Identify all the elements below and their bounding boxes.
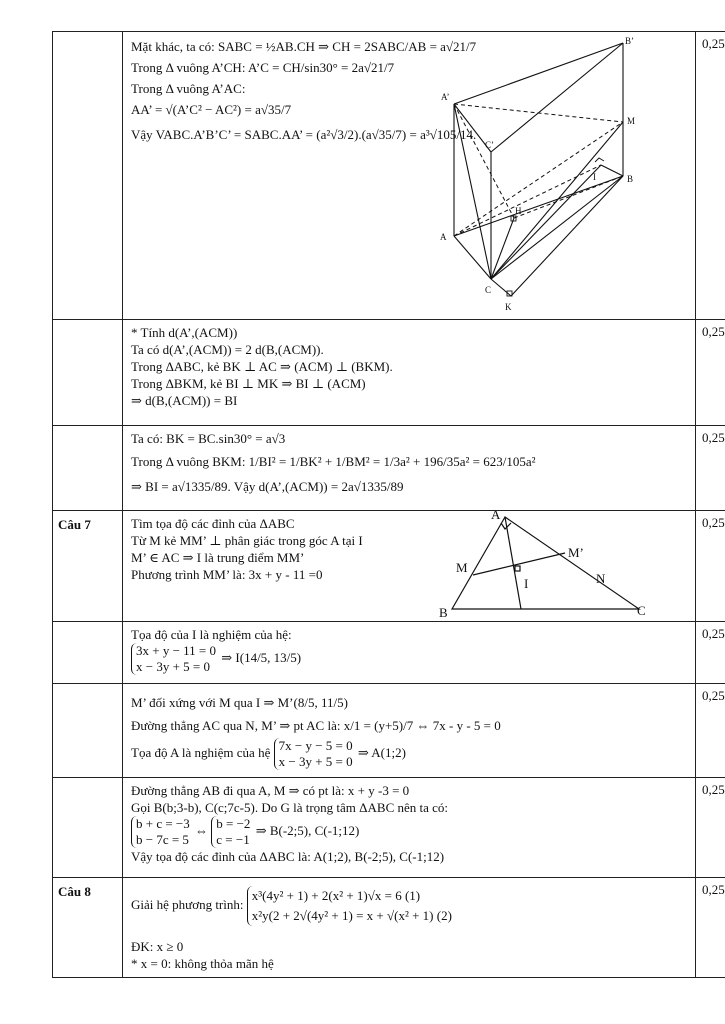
score-cell: 0,25 — [696, 320, 725, 426]
table-row — [53, 684, 725, 778]
score-cell: 0,25 — [696, 511, 725, 622]
text-line: Đường thẳng AB đi qua A, M ⇒ có pt là: x + y -3 = 0 — [131, 783, 410, 798]
point-label: A’ — [441, 92, 450, 102]
score-cell: 0,25 — [696, 778, 725, 878]
question-label-cell — [53, 426, 123, 511]
text-line: Tìm tọa độ các đỉnh của ΔABC — [131, 516, 295, 531]
text-line: Trong Δ vuông BKM: 1/BI² = 1/BK² + 1/BM² = 1/3a² + 196/35a² = 623/105a² — [131, 454, 536, 469]
point-label: B — [627, 174, 634, 184]
text-line: Trong Δ vuông A’AC: — [131, 81, 246, 96]
text-line: Từ M kẻ MM’ ⊥ phân giác trong góc A tại I — [131, 533, 363, 548]
question-label-cell — [53, 622, 123, 684]
text-line: ⇒ BI = a√1335/89. Vậy d(A’,(ACM)) = 2a√1335/89 — [131, 479, 404, 494]
text-line: Mặt khác, ta có: SABC = ½AB.CH ⇒ CH = 2SABC/AB = a√21/7 — [131, 39, 477, 54]
point-label: A — [440, 232, 447, 242]
question-label-cell — [53, 778, 123, 878]
content-cell — [123, 878, 696, 978]
point-label: K — [505, 302, 512, 312]
point-label: M — [627, 116, 636, 126]
point-label: B’ — [625, 36, 634, 46]
content-cell — [123, 320, 696, 426]
point-label: I — [524, 576, 529, 591]
text-line: * Tính d(A’,(ACM)) — [131, 325, 238, 340]
text-line: Giải hệ phương trình: — [131, 896, 244, 912]
equation: x − 3y + 5 = 0 — [278, 754, 353, 769]
table-row — [53, 426, 725, 511]
point-label: N — [596, 571, 606, 586]
text-line: M’ đối xứng với M qua I ⇒ M’(8/5, 11/5) — [131, 695, 348, 710]
text-line: Trong ΔABC, kẻ BK ⊥ AC ⇒ (ACM) ⊥ (BKM). — [131, 359, 393, 374]
score-cell: 0,25 — [696, 426, 725, 511]
content-cell — [123, 778, 696, 878]
content-cell — [123, 511, 696, 622]
table-row — [53, 320, 725, 426]
content-cell — [123, 622, 696, 684]
text-line: AA’ = √(A’C² − AC²) = a√35/7 — [131, 102, 292, 117]
equation-system — [211, 816, 250, 848]
text-line: Ta có: BK = BC.sin30° = a√3 — [131, 431, 286, 446]
equation: b + c = −3 — [136, 816, 190, 831]
text-line: Đường thẳng AC qua N, M’ ⇒ pt AC là: x/1 = (y+5)/7 ⇔ 7x - y - 5 = 0 — [131, 718, 501, 733]
result-text: ⇒ I(14/5, 13/5) — [221, 649, 302, 665]
point-label: C’ — [485, 140, 494, 150]
equation: 3x + y − 11 = 0 — [136, 643, 217, 658]
point-label: C — [637, 603, 646, 617]
table-row — [53, 878, 725, 978]
equation: b = −2 — [216, 816, 251, 831]
equation-system — [131, 816, 190, 848]
text-line: Tọa độ A là nghiệm của hệ — [131, 744, 271, 760]
equivalence-symbol: ⇔ — [195, 822, 209, 838]
result-text: ⇒ A(1;2) — [357, 744, 406, 760]
content-cell — [123, 32, 696, 320]
equation: b − 7c = 5 — [136, 832, 189, 847]
question-label-cell: Câu 7 — [53, 511, 123, 622]
equation: x − 3y + 5 = 0 — [136, 659, 210, 674]
table-row — [53, 778, 725, 878]
score-cell: 0,25 — [696, 622, 725, 684]
point-label: A — [491, 511, 501, 522]
text-line: Vậy tọa độ các đỉnh của ΔABC là: A(1;2), B(-2;5), C(-1;12) — [131, 849, 445, 864]
equation: x³(4y² + 1) + 2(x² + 1)√x = 6 (1) — [251, 888, 421, 903]
result-text: ⇒ B(-2;5), C(-1;12) — [255, 822, 360, 838]
text-line: Trong ΔBKM, kẻ BI ⊥ MK ⇒ BI ⊥ (ACM) — [131, 376, 366, 391]
question-label-cell — [53, 32, 123, 320]
table-row — [53, 622, 725, 684]
question-label-cell: Câu 8 — [53, 878, 123, 978]
score-cell: 0,25 — [696, 684, 725, 778]
point-label: I — [593, 172, 596, 182]
equation-system — [131, 643, 216, 675]
equation-system — [247, 886, 452, 926]
text-line: Vậy VABC.A’B’C’ = SABC.AA’ = (a²√3/2).(a√35/7) = a³√105/14. — [131, 127, 477, 142]
point-label: M’ — [568, 545, 584, 560]
point-label: M — [456, 560, 468, 575]
question-label-cell — [53, 320, 123, 426]
text-line: ⇒ d(B,(ACM)) = BI — [131, 393, 238, 408]
equation: c = −1 — [216, 832, 250, 847]
text-line: ĐK: x ≥ 0 — [131, 939, 184, 954]
text-line: Gọi B(b;3-b), C(c;7c-5). Do G là trọng tâm ΔABC nên ta có: — [131, 800, 449, 815]
triangle-figure — [435, 511, 650, 617]
equation: x²y(2 + 2√(4y² + 1) = x + √(x² + 1) (2) — [251, 908, 452, 923]
text-line: Ta có d(A’,(ACM)) = 2 d(B,(ACM)). — [131, 342, 324, 357]
table-row — [53, 32, 725, 320]
equation: 7x − y − 5 = 0 — [278, 738, 353, 753]
prism-figure — [423, 34, 653, 316]
text-line: * x = 0: không thỏa mãn hệ — [131, 956, 274, 971]
score-cell: 0,25 — [696, 32, 725, 320]
question-label-cell — [53, 684, 123, 778]
text-line: M’ ∈ AC ⇒ I là trung điểm MM’ — [131, 550, 305, 565]
content-cell — [123, 426, 696, 511]
point-label: H — [515, 206, 522, 216]
text-line: Tọa độ của I là nghiệm của hệ: — [131, 627, 292, 642]
table-row — [53, 511, 725, 622]
text-line: Phương trình MM’ là: 3x + y - 11 =0 — [131, 567, 323, 582]
point-label: B — [439, 605, 448, 617]
score-cell: 0,25 — [696, 878, 725, 978]
content-cell — [123, 684, 696, 778]
solution-table — [52, 31, 725, 978]
text-line: Trong Δ vuông A’CH: A’C = CH/sin30° = 2a√21/7 — [131, 60, 395, 75]
equation-system — [274, 738, 353, 770]
point-label: C — [485, 285, 492, 295]
